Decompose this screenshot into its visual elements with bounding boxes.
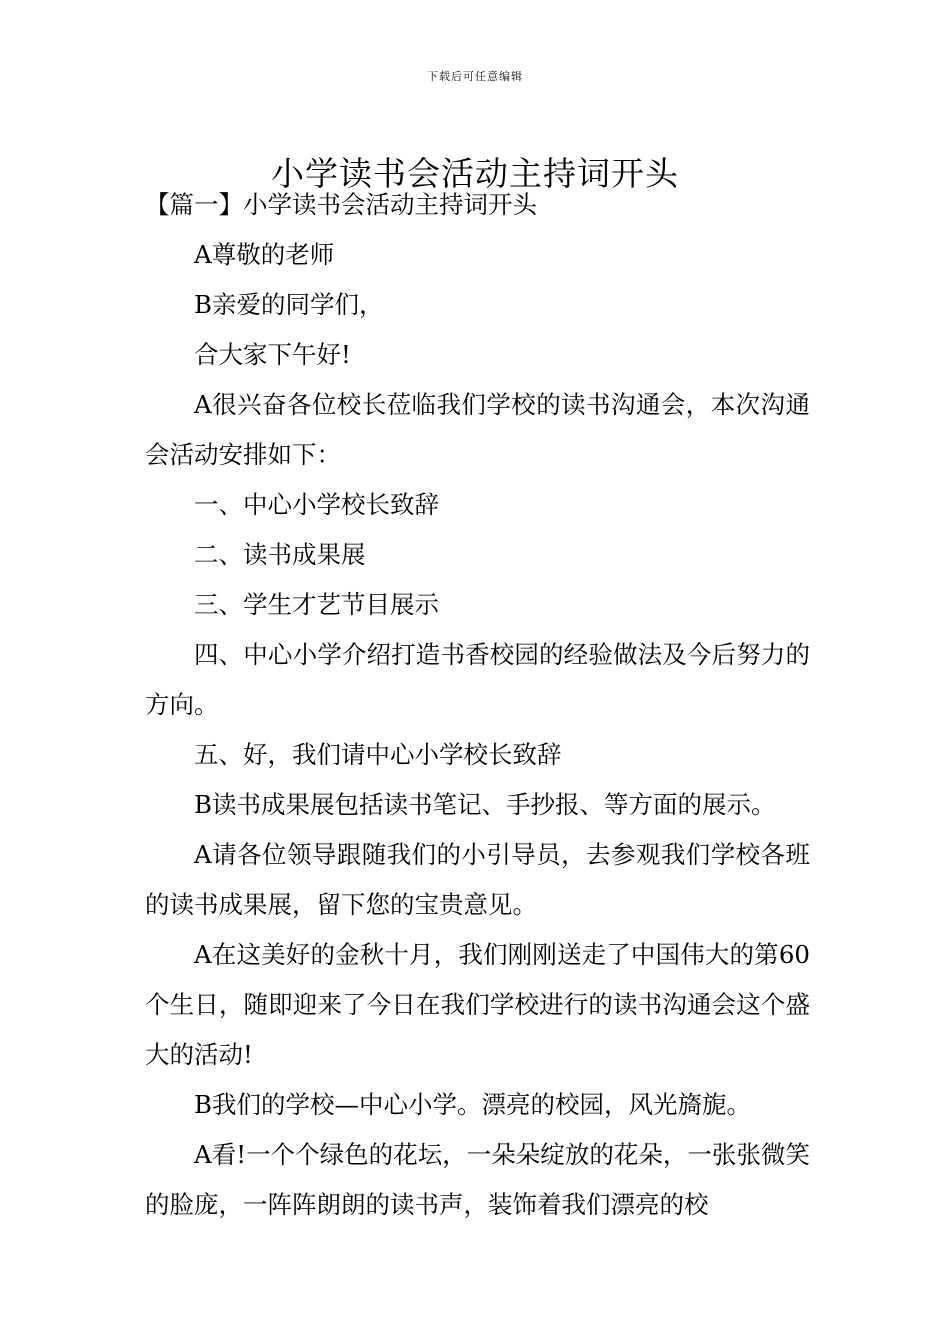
paragraph-campus: A看!一个个绿色的花坛，一朵朵绽放的花朵，一张张微笑的脸庞，一阵阵朗朗的读书声，装饰着我们漂亮的校 xyxy=(145,1140,810,1219)
page-header-note: 下载后可任意编辑 xyxy=(427,70,523,83)
paragraph-greeting-teachers: A尊敬的老师 xyxy=(194,240,335,269)
document-title: 小学读书会活动主持词开头 xyxy=(271,154,679,194)
paragraph-exhibition: B读书成果展包括读书笔记、手抄报、等方面的展示。 xyxy=(194,790,776,819)
paragraph-greeting-students: B亲爱的同学们， xyxy=(194,290,384,319)
agenda-item-3: 三、学生才艺节目展示 xyxy=(194,590,439,619)
agenda-item-5: 五、好，我们请中心小学校长致辞 xyxy=(194,740,562,769)
agenda-item-2: 二、读书成果展 xyxy=(194,540,366,569)
agenda-item-4: 四、中心小学介绍打造书香校园的经验做法及今后努力的方向。 xyxy=(145,640,810,719)
paragraph-welcome: A很兴奋各位校长莅临我们学校的读书沟通会，本次沟通会活动安排如下： xyxy=(145,390,810,469)
section-heading: 【篇一】小学读书会活动主持词开头 xyxy=(145,190,537,219)
paragraph-visit: A请各位领导跟随我们的小引导员，去参观我们学校各班的读书成果展，留下您的宝贵意见。 xyxy=(145,840,810,919)
document-body xyxy=(145,180,810,1230)
paragraph-school: B我们的学校—中心小学。漂亮的校园，风光旖旎。 xyxy=(194,1090,752,1119)
paragraph-greeting-all: 合大家下午好! xyxy=(194,340,351,369)
agenda-item-1: 一、中心小学校长致辞 xyxy=(194,490,439,519)
paragraph-autumn: A在这美好的金秋十月，我们刚刚送走了中国伟大的第60个生日，随即迎来了今日在我们学校进行的读书沟通会这个盛大的活动! xyxy=(145,940,810,1069)
